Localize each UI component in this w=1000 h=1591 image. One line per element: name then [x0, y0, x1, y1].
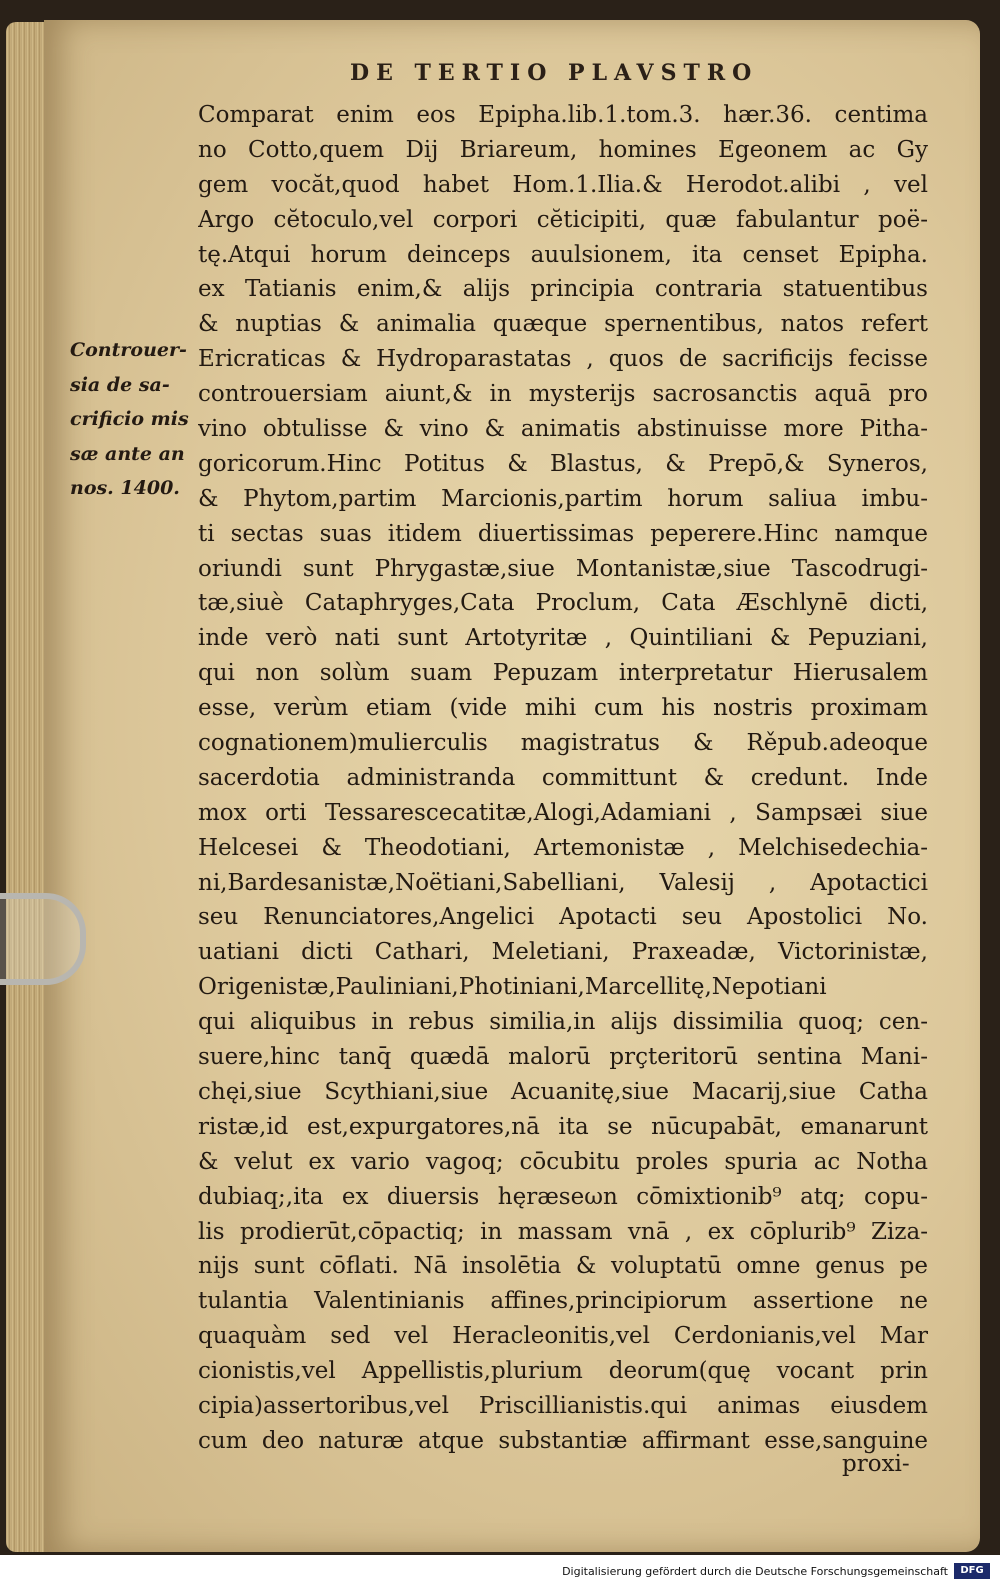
text-line: cionistis,vel Appellistis,plurium deorum(quę vocant prin	[198, 1358, 928, 1385]
catchword: proxi-	[842, 1451, 910, 1477]
body-text	[198, 98, 928, 1459]
text-line: no Cotto,quem Dij Briareum, homines Egeonem ac Gy	[198, 136, 928, 163]
page-clip	[0, 893, 86, 985]
margin-note	[70, 333, 192, 506]
text-line: cipia)assertoribus,vel Priscillianistis.qui animas eiusdem	[198, 1392, 928, 1419]
text-line: inde verò nati sunt Artotyritæ , Quintiliani & Pepuziani,	[198, 625, 928, 652]
text-line: qui aliquibus in rebus similia,in alijs dissimilia quoq; cen-	[198, 1009, 928, 1036]
text-line: oriundi sunt Phrygastæ,siue Montanistæ,siue Tascodrugi-	[198, 555, 928, 582]
text-line: suere,hinc tanq̄ quædā malorū prçteritorū sentina Mani-	[198, 1044, 928, 1071]
text-line: dubiaq;,ita ex diuersis hęræseωn cōmixtionib⁹ atq; copu-	[198, 1183, 928, 1210]
text-line: qui non solùm suam Pepuzam interpretatur Hierusalem	[198, 660, 928, 687]
text-line: ti sectas suas itidem diuertissimas peperere.Hinc namque	[198, 520, 928, 547]
text-line: vino obtulisse & vino & animatis abstinuisse more Pitha-	[198, 416, 928, 443]
running-head: DE TERTIO PLAVSTRO	[350, 60, 759, 86]
text-line: sacerdotia administranda committunt & credunt. Inde	[198, 764, 928, 791]
margin-note-line: Controuer-	[70, 339, 187, 361]
text-line: cognationem)mulierculis magistratus & Rěpub.adeoque	[198, 730, 928, 757]
text-line: cum deo naturæ atque substantiæ affirmant esse,sanguine	[198, 1427, 928, 1454]
text-line: chęi,siue Scythiani,siue Acuanitę,siue Macarij,siue Catha	[198, 1078, 928, 1105]
text-line: quaquàm sed vel Heracleonitis,vel Cerdonianis,vel Mar	[198, 1323, 928, 1350]
footer-credit-text: Digitalisierung gefördert durch die Deutsche Forschungsgemeinschaft	[562, 1565, 948, 1578]
margin-note-line: crificio mis	[70, 408, 189, 430]
text-line: lis prodierūt,cōpactiq; in massam vnā , ex cōplurib⁹ Ziza-	[198, 1218, 928, 1245]
text-line: goricorum.Hinc Potitus & Blastus, & Prepō,& Syneros,	[198, 450, 928, 477]
text-line: uatiani dicti Cathari, Meletiani, Praxeadæ, Victorinistæ,	[198, 939, 928, 966]
text-line: & nuptias & animalia quæque spernentibus, natos refert	[198, 311, 928, 338]
text-line: & velut ex vario vagoq; cōcubitu proles spuria ac Notha	[198, 1148, 928, 1175]
text-line: seu Renunciatores,Angelici Apotacti seu Apostolici No.	[198, 904, 928, 931]
text-line: esse, verùm etiam (vide mihi cum his nostris proximam	[198, 695, 928, 722]
text-line: & Phytom,partim Marcionis,partim horum saliua imbu-	[198, 485, 928, 512]
margin-note-line: sæ ante an	[70, 442, 185, 465]
text-line: gem vocăt,quod habet Hom.1.Ilia.& Herodot.alibi , vel	[198, 171, 928, 198]
margin-note-line: sia de sa-	[70, 373, 170, 396]
text-line: ristæ,id est,expurgatores,nā ita se nūcupabāt, emanarunt	[198, 1113, 928, 1140]
text-line: tę.Atqui horum deinceps auulsionem, ita censet Epipha.	[198, 241, 928, 268]
text-line: ex Tatianis enim,& alijs principia contraria statuentibus	[198, 276, 928, 303]
text-line: mox orti Tessarescecatitæ,Alogi,Adamiani , Sampsæi siue	[198, 799, 928, 826]
text-line: Argo cĕtoculo,vel corpori cĕticipiti, quæ fabulantur poë-	[198, 206, 928, 233]
text-line: Origenistæ,Pauliniani,Photiniani,Marcellitę,Nepotiani	[198, 974, 827, 1001]
digitization-footer	[0, 1555, 1000, 1591]
text-line: ni,Bardesanistæ,Noëtiani,Sabelliani, Valesij , Apotactici	[198, 869, 928, 896]
text-line: tulantia Valentinianis affines,principiorum assertione ne	[198, 1288, 928, 1315]
dfg-logo-icon: DFG	[954, 1563, 990, 1579]
margin-note-line: nos. 1400.	[70, 477, 180, 499]
text-line: Comparat enim eos Epipha.lib.1.tom.3. hær.36. centima	[198, 102, 928, 128]
text-line: Helcesei & Theodotiani, Artemonistæ , Melchisedechia-	[198, 834, 928, 861]
text-line: Ericraticas & Hydroparastatas , quos de sacrificijs fecisse	[198, 346, 928, 373]
text-line: tæ,siuè Cataphryges,Cata Proclum, Cata Æschlynē dicti,	[198, 590, 928, 617]
text-line: nijs sunt cōflati. Nā insolētia & voluptatū omne genus pe	[198, 1253, 928, 1280]
text-line: controuersiam aiunt,& in mysterijs sacrosanctis aquā pro	[198, 381, 928, 408]
